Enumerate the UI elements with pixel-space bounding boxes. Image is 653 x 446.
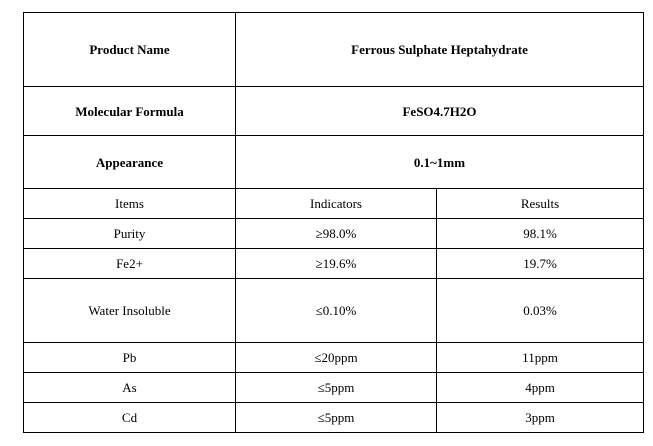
product-name-label: Product Name — [24, 13, 236, 87]
item-cell: Purity — [24, 219, 236, 249]
item-cell: Fe2+ — [24, 249, 236, 279]
table-row — [24, 403, 644, 433]
molecular-formula-row — [24, 87, 644, 136]
item-cell: As — [24, 373, 236, 403]
result-cell: 0.03% — [437, 279, 644, 343]
indicator-cell: ≥98.0% — [236, 219, 437, 249]
result-cell: 4ppm — [437, 373, 644, 403]
item-cell: Pb — [24, 343, 236, 373]
indicator-cell: ≤5ppm — [236, 403, 437, 433]
result-cell: 3ppm — [437, 403, 644, 433]
appearance-value: 0.1~1mm — [236, 136, 644, 189]
product-name-row — [24, 13, 644, 87]
molecular-formula-value: FeSO4.7H2O — [236, 87, 644, 136]
result-cell: 19.7% — [437, 249, 644, 279]
indicator-cell: ≤5ppm — [236, 373, 437, 403]
indicator-cell: ≥19.6% — [236, 249, 437, 279]
table-row — [24, 249, 644, 279]
table-row — [24, 343, 644, 373]
item-cell: Cd — [24, 403, 236, 433]
results-column-header: Results — [437, 189, 644, 219]
table-row — [24, 279, 644, 343]
items-column-header: Items — [24, 189, 236, 219]
product-name-value: Ferrous Sulphate Heptahydrate — [236, 13, 644, 87]
indicator-cell: ≤0.10% — [236, 279, 437, 343]
item-cell: Water Insoluble — [24, 279, 236, 343]
appearance-row — [24, 136, 644, 189]
appearance-label: Appearance — [24, 136, 236, 189]
result-cell: 11ppm — [437, 343, 644, 373]
result-cell: 98.1% — [437, 219, 644, 249]
molecular-formula-label: Molecular Formula — [24, 87, 236, 136]
table-row — [24, 219, 644, 249]
specification-table — [23, 12, 644, 433]
indicator-cell: ≤20ppm — [236, 343, 437, 373]
column-header-row — [24, 189, 644, 219]
table-row — [24, 373, 644, 403]
indicators-column-header: Indicators — [236, 189, 437, 219]
